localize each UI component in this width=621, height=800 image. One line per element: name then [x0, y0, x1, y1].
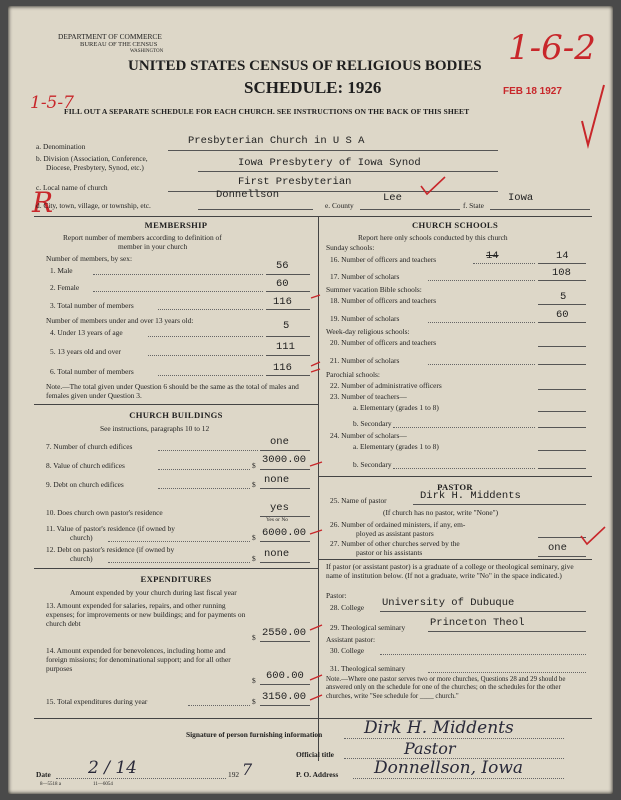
red-check-mark-pastor: [578, 524, 608, 546]
division-label-1: b. Division (Association, Conference,: [36, 154, 148, 163]
q8-label: 8. Value of church edifices: [46, 461, 125, 470]
city-value: Donnellson: [216, 189, 280, 201]
summer-label: Summer vacation Bible schools:: [326, 285, 422, 294]
division-value: Iowa Presbytery of Iowa Synod: [238, 157, 421, 169]
q5-label: 5. 13 years old and over: [50, 347, 122, 356]
q31-label: 31. Theological seminary: [330, 664, 406, 673]
pastor-heading: PASTOR: [437, 482, 473, 492]
under-over-label: Number of members under and over 13 years old:: [46, 316, 194, 325]
q13-dollar: $: [252, 633, 256, 642]
q22-label: 22. Number of administrative officers: [330, 381, 442, 390]
q30-label: 30. College: [330, 646, 365, 655]
q3-label: 3. Total number of members: [50, 301, 134, 310]
q27-value: one: [548, 542, 567, 554]
q26-label-1: 26. Number of ordained ministers, if any, em-: [330, 520, 466, 529]
buildings-sub: See instructions, paragraphs 10 to 12: [100, 424, 210, 433]
q9-label: 9. Debt on church edifices: [46, 480, 124, 489]
date-year-prefix: 192: [228, 770, 240, 779]
q18-value: 5: [560, 291, 567, 303]
date-year-hand: 7: [242, 760, 253, 779]
q5-value: 111: [276, 341, 295, 353]
q4-value: 5: [283, 320, 290, 332]
q4-label: 4. Under 13 years of age: [50, 328, 123, 337]
q16-label: 16. Number of officers and teachers: [330, 255, 437, 264]
division-label-2: Diocese, Presbytery, Synod, etc.): [46, 163, 144, 172]
assistant-pastor-label: Assistant pastor:: [326, 635, 376, 644]
parochial-label: Parochial schools:: [326, 370, 380, 379]
red-check-mark-county: [418, 174, 448, 196]
q18-label: 18. Number of officers and teachers: [330, 296, 437, 305]
q12-label-2: church): [70, 554, 93, 563]
q7-value: one: [270, 436, 289, 448]
pastor-sub-label: Pastor:: [326, 591, 347, 600]
signature-label: Signature of person furnishing information: [186, 730, 323, 739]
q17-value: 108: [552, 267, 571, 279]
q14-value: 600.00: [266, 670, 304, 682]
membership-heading: MEMBERSHIP: [144, 220, 208, 230]
form-title: UNITED STATES CENSUS OF RELIGIOUS BODIES: [128, 58, 482, 74]
membership-sub-1: Report number of members according to definition of: [63, 233, 222, 242]
denomination-label: a. Denomination: [36, 142, 86, 151]
graduate-note: If pastor (or assistant pastor) is a graduate of a college or theological seminary, give name of institution below. (If not a graduate, write "No" in the space indicated.): [326, 562, 574, 580]
q16-value: 14: [556, 250, 569, 262]
q15-dollar: $: [252, 697, 256, 706]
q16-struck-value: 14: [486, 250, 499, 262]
po-address-label: P. O. Address: [296, 770, 339, 779]
handwritten-code-left: 1-5-7: [30, 93, 74, 113]
official-title-label: Official title: [296, 750, 334, 759]
q13-value: 2550.00: [262, 627, 307, 639]
q9-value: none: [264, 474, 290, 486]
red-check-mark-top: [578, 81, 608, 151]
signature-value: Dirk H. Middents: [364, 718, 514, 738]
q24b-label: b. Secondary: [353, 460, 392, 469]
q13-label: 13. Amount expended for salaries, repairs, and other running expenses; for improvements or new buildings; and for payments on church debt: [46, 601, 246, 628]
q6-value: 116: [273, 362, 292, 374]
q20-label: 20. Number of officers and teachers: [330, 338, 437, 347]
state-label: f. State: [463, 201, 484, 210]
q1-value: 56: [276, 260, 289, 272]
q8-dollar: $: [252, 461, 256, 470]
form-number: 8—5518 a: [40, 782, 61, 787]
q12-label-1: 12. Debt on pastor's residence (if owned by: [46, 545, 175, 554]
denomination-value: Presbyterian Church in U S A: [188, 135, 365, 147]
county-value: Lee: [383, 192, 402, 204]
members-by-sex-label: Number of members, by sex:: [46, 254, 132, 263]
q11-dollar: $: [252, 533, 256, 542]
q24a-label: a. Elementary (grades 1 to 8): [353, 442, 439, 451]
q11-value: 6000.00: [262, 527, 307, 539]
schedule-title: SCHEDULE: 1926: [244, 78, 382, 97]
q2-value: 60: [276, 278, 289, 290]
q11-label-1: 11. Value of pastor's residence (if owned by: [46, 524, 175, 533]
date-value: 2 / 14: [88, 758, 137, 778]
schools-sub: Report here only schools conducted by this church: [358, 233, 508, 242]
q25-note: (If church has no pastor, write "None"): [383, 508, 499, 517]
q19-label: 19. Number of scholars: [330, 314, 400, 323]
q25-label: 25. Name of pastor: [330, 496, 387, 505]
expenditures-sub: Amount expended by your church during last fiscal year: [70, 588, 237, 597]
q3-value: 116: [273, 296, 292, 308]
pastor-name-value: Dirk H. Middents: [420, 490, 521, 502]
q8-value: 3000.00: [262, 454, 307, 466]
membership-sub-2: member in your church: [118, 242, 188, 251]
state-value: Iowa: [508, 192, 534, 204]
q19-value: 60: [556, 309, 569, 321]
college-value: University of Dubuque: [382, 597, 515, 609]
q23a-label: a. Elementary (grades 1 to 8): [353, 403, 439, 412]
department-label: DEPARTMENT OF COMMERCE: [58, 32, 162, 41]
q21-label: 21. Number of scholars: [330, 356, 400, 365]
q10-label: 10. Does church own pastor's residence: [46, 508, 163, 517]
q2-label: 2. Female: [50, 283, 80, 292]
date-label: Date: [36, 770, 51, 779]
q7-label: 7. Number of church edifices: [46, 442, 133, 451]
buildings-heading: CHURCH BUILDINGS: [129, 410, 223, 420]
q15-label: 15. Total expenditures during year: [46, 697, 148, 706]
seminary-value: Princeton Theol: [430, 617, 525, 629]
city-label: WASHINGTON: [130, 49, 164, 54]
handwritten-r-mark: R: [32, 186, 54, 219]
local-name-value: First Presbyterian: [238, 176, 352, 188]
q12-dollar: $: [252, 554, 256, 563]
po-address-value: Donnellson, Iowa: [374, 758, 524, 778]
bureau-label: BUREAU OF THE CENSUS: [80, 41, 158, 48]
expenditures-heading: EXPENDITURES: [140, 574, 212, 584]
city-label-d: d. City, town, village, or township, etc.: [36, 201, 151, 210]
q17-label: 17. Number of scholars: [330, 272, 400, 281]
weekday-label: Week-day religious schools:: [326, 327, 410, 336]
local-name-label: c. Local name of church: [36, 183, 108, 192]
q26-label-2: ployed as assistant pastors: [356, 529, 434, 538]
q28-label: 28. College: [330, 603, 365, 612]
red-tick-marks-expenditures: [308, 454, 326, 709]
q24-label: 24. Number of scholars—: [330, 431, 407, 440]
schools-heading: CHURCH SCHOOLS: [411, 220, 499, 230]
official-title-value: Pastor: [404, 739, 456, 758]
county-label: e. County: [325, 201, 354, 210]
q29-label: 29. Theological seminary: [330, 623, 406, 632]
instruction-line: FILL OUT A SEPARATE SCHEDULE FOR EACH CHURCH. SEE INSTRUCTIONS ON THE BACK OF THIS SHEET: [64, 107, 470, 116]
q14-label: 14. Amount expended for benevolences, including home and foreign missions; for denominational support; and for all other purposes: [46, 646, 231, 673]
q1-label: 1. Male: [50, 266, 73, 275]
census-schedule-sheet: [8, 6, 613, 794]
red-tick-marks-membership: [308, 290, 324, 390]
received-date-stamp: FEB 18 1927: [503, 86, 562, 97]
q9-dollar: $: [252, 480, 256, 489]
q6-label: 6. Total number of members: [50, 367, 134, 376]
q11-label-2: church): [70, 533, 93, 542]
yes-or-no-hint: Yes or No: [266, 517, 289, 523]
membership-note: Note.—The total given under Question 6 should be the same as the total of males and females given under Question 3.: [46, 382, 299, 400]
q23-label: 23. Number of teachers—: [330, 392, 407, 401]
print-number: 11—6054: [93, 782, 113, 787]
q14-dollar: $: [252, 676, 256, 685]
q12-value: none: [264, 548, 290, 560]
q10-value: yes: [270, 502, 289, 514]
handwritten-code-top: 1-6-2: [508, 28, 596, 68]
pastor-note: Note.—Where one pastor serves two or more churches, Questions 28 and 29 should be answered only on the schedule for one of the churches; on the schedules for the other churches, write "See schedule for ____ church.": [326, 676, 566, 700]
q23b-label: b. Secondary: [353, 419, 392, 428]
q15-value: 3150.00: [262, 691, 307, 703]
q27-label-2: pastor or his assistants: [356, 548, 423, 557]
sunday-label: Sunday schools:: [326, 243, 375, 252]
q27-label-1: 27. Number of other churches served by the: [330, 539, 460, 548]
